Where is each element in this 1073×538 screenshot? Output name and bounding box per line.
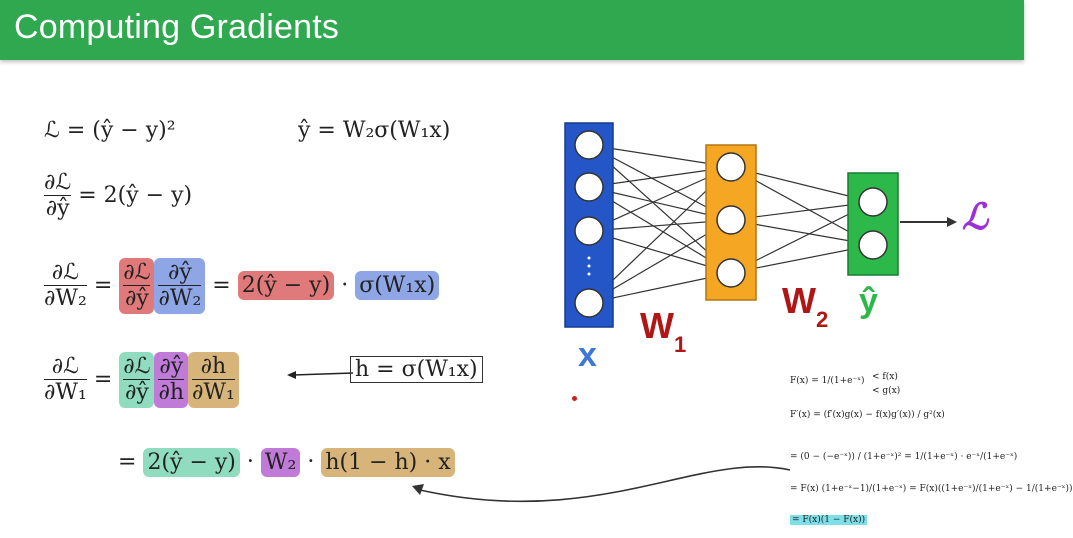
highlight-dl-dyhat: $\frac{\text{∂ℒ}}{\partial ŷ}$ <box>119 258 154 314</box>
hidden-neuron <box>717 259 745 287</box>
slide-title: Computing Gradients <box>14 8 340 46</box>
input-neuron <box>575 217 603 245</box>
loss-label: ℒ <box>962 196 988 238</box>
dl-dw2-equation: $\frac{\text{∂ℒ}}{\text{∂W₂}}$ = $\frac{\text{∂ℒ}}{\partial ŷ}$ $\frac{\partial ŷ}{\text{∂W₂}}$ = 2(ŷ − y) · σ(W₁x) <box>44 258 439 314</box>
dl-dw2-fraction: $\frac{\text{∂ℒ}}{\text{∂W₂}}$ <box>44 260 87 312</box>
hidden-neuron <box>717 206 745 234</box>
highlight-dh-dw1: $\frac{\partial h}{\text{∂W₁}}$ <box>188 352 239 408</box>
highlight-dl-dyhat-2: $\frac{\text{∂ℒ}}{\partial ŷ}$ <box>119 352 154 408</box>
deriv-line-1-f: < f(x) <box>872 372 898 382</box>
highlight-dyhat-dw2: $\frac{\partial ŷ}{\text{∂W₂}}$ <box>154 258 205 314</box>
highlight-dyhat-dh: $\frac{\partial ŷ}{\partial h}$ <box>154 352 188 408</box>
dl-dw1-fraction: $\frac{\text{∂ℒ}}{\text{∂W₁}}$ <box>44 354 87 406</box>
hidden-neuron <box>717 153 745 181</box>
highlight-final-term-1: 2(ŷ − y) <box>143 448 239 477</box>
h-definition-box: h = σ(W₁x) <box>350 356 483 383</box>
deriv-line-1-g: < g(x) <box>872 386 901 396</box>
input-ellipsis <box>588 257 591 260</box>
pointer-dot <box>572 396 577 401</box>
yhat-definition: ŷ = W₂σ(W₁x) <box>298 118 451 143</box>
highlight-final-w2: W₂ <box>261 448 300 477</box>
w2-label: $W_2$ <box>782 280 829 332</box>
input-label: x <box>578 336 597 374</box>
derivation-arrow <box>400 440 800 530</box>
deriv-line-4: = F(x) (1+e⁻ˣ−1)/(1+e⁻ˣ) = F(x)((1+e⁻ˣ)/(1+e⁻ˣ) − 1/(1+e⁻ˣ)) <box>790 484 1073 494</box>
deriv-line-2: F′(x) = (f′(x)g(x) − f(x)g′(x)) / g²(x) <box>790 410 945 420</box>
dl-dyhat-fraction: $\frac{\text{∂ℒ}}{\partial ŷ}$ <box>44 170 72 222</box>
loss-definition: ℒ = (ŷ − y)² <box>44 118 176 143</box>
dl-dyhat-rhs: = 2(ŷ − y) <box>78 182 193 208</box>
input-neuron <box>575 289 603 317</box>
highlight-sigma-term: σ(W₁x) <box>355 271 439 300</box>
dl-dw1-equation: $\frac{\text{∂ℒ}}{\text{∂W₁}}$ = $\frac{\text{∂ℒ}}{\partial ŷ}$ $\frac{\partial ŷ}{\partial h}$ $\frac{\partial h}{\text{∂W₁}}$ <box>44 352 239 408</box>
highlight-final-sigmoid-deriv: h(1 − h) · x <box>321 448 454 477</box>
neural-network-diagram <box>555 115 1015 395</box>
deriv-line-3: = (0 − (−e⁻ˣ)) / (1+e⁻ˣ)² = 1/(1+e⁻ˣ) · e⁻ˣ/(1+e⁻ˣ) <box>790 452 1018 462</box>
title-bar <box>0 0 1024 60</box>
input-neuron <box>575 131 603 159</box>
deriv-line-1: F(x) = 1/(1+e⁻ˣ) <box>790 376 865 386</box>
yhat-label: ŷ <box>859 282 878 320</box>
output-neuron <box>859 231 887 259</box>
input-neuron <box>575 173 603 201</box>
highlight-grad-term-1: 2(ŷ − y) <box>238 271 334 300</box>
output-neuron <box>859 188 887 216</box>
w1-label: $W_1$ <box>640 305 687 357</box>
final-gradient-equation: = 2(ŷ − y) · W₂ · h(1 − h) · x <box>118 448 455 477</box>
dl-dyhat-equation <box>44 170 192 222</box>
deriv-line-5: = F(x)(1 − F(x)) <box>792 515 866 525</box>
h-arrow <box>285 363 355 383</box>
